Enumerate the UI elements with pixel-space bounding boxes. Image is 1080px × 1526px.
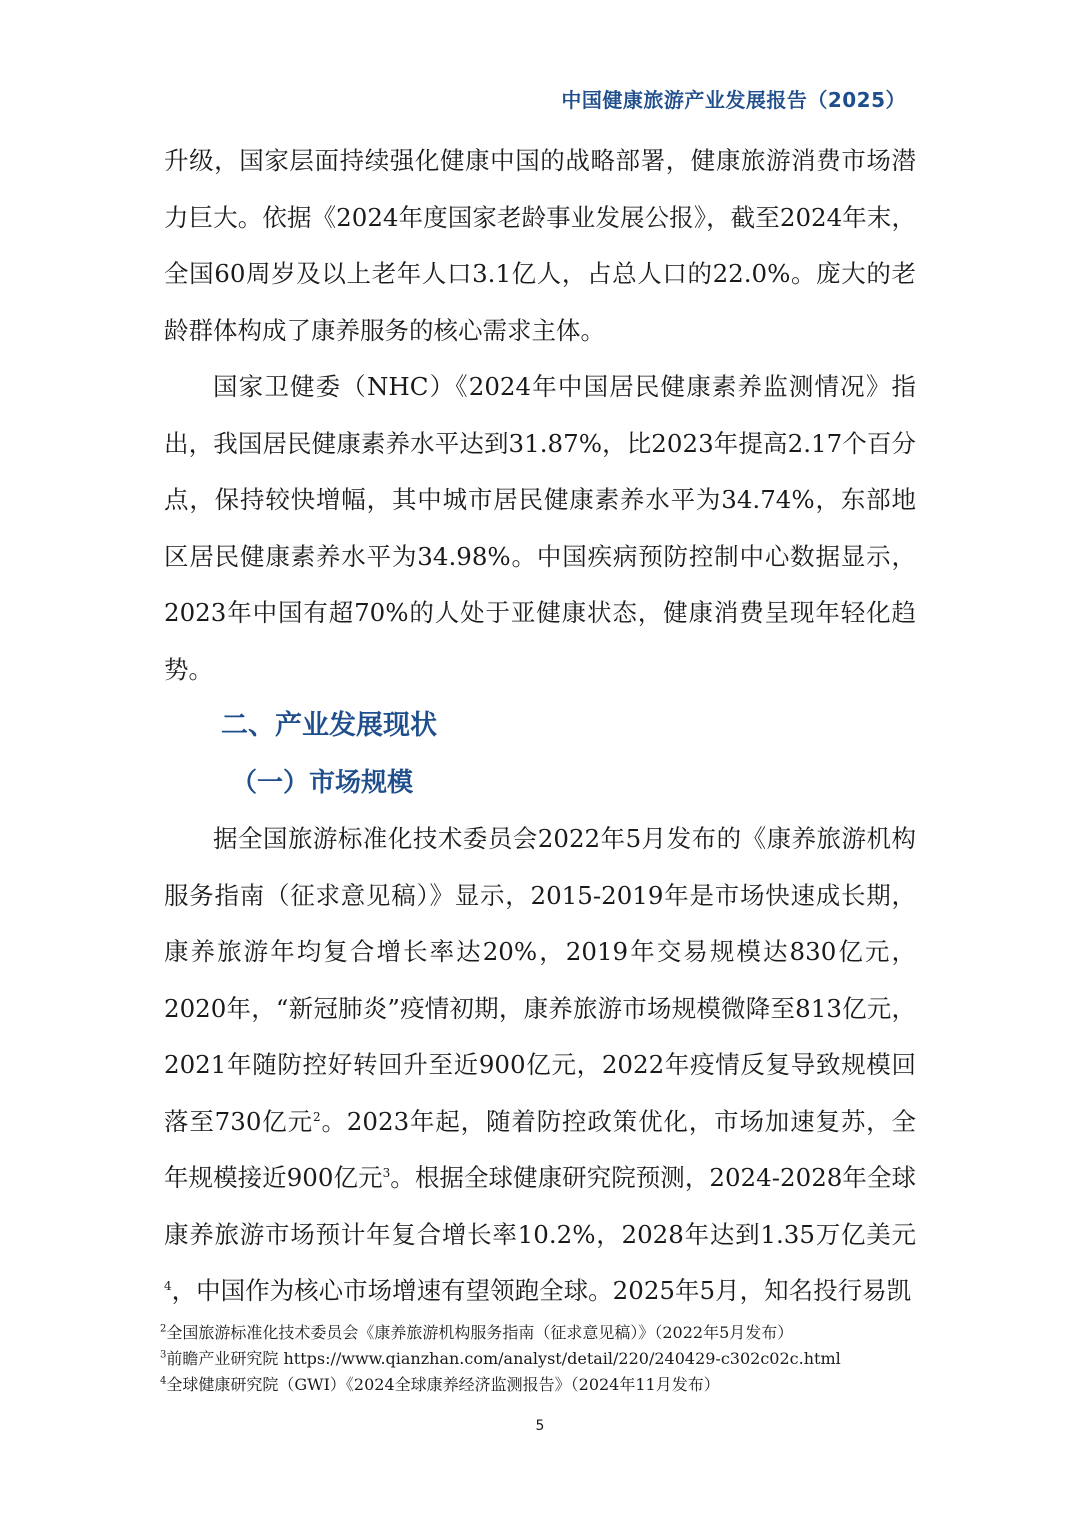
market-size-text-1: 据全国旅游标准化技术委员会2022年5月发布的《康养旅游机构服务指南（征求意见稿）》显示，2015-2019年是市场快速成长期，康养旅游年均复合增长率达20%，2019年交易规模达830亿元，2020年，“新冠肺炎”疫情初期，康养旅游市场规模微降至813亿元，2021年随防控好转回升至近900亿元，2022年疫情反复导致规模回落至730亿元: [164, 824, 916, 1136]
footnote-ref-4[interactable]: 4: [164, 1278, 172, 1293]
footnote-number: 2: [160, 1323, 167, 1335]
footnote-ref-2[interactable]: 2: [312, 1109, 321, 1124]
footnote-text[interactable]: 前瞻产业研究院 https://www.qianzhan.com/analyst/detail/220/240429-c302c02c.html: [166, 1349, 841, 1368]
market-size-text-4: ，中国作为核心市场增速有望领跑全球。2025年5月，知名投行易凯: [171, 1276, 912, 1305]
footnote-text: 全国旅游标准化技术委员会《康养旅游机构服务指南（征求意见稿）》（2022年5月发布）: [166, 1323, 794, 1342]
section-heading: 二、产业发展现状: [221, 710, 437, 741]
footnote-text: 全球健康研究院（GWI）《2024全球康养经济监测报告》（2024年11月发布）: [166, 1375, 720, 1394]
market-size-text-3: 。根据全球健康研究院预测，2024-2028年全球康养旅游市场预计年复合增长率10.2%，2028年达到1.35万亿美元: [164, 1163, 916, 1249]
footnote-3: [160, 1346, 940, 1372]
footnote-2: [160, 1320, 940, 1346]
footnote-number: 3: [160, 1349, 167, 1361]
main-text: [164, 133, 916, 1320]
market-size-text-2: 。2023年起，随着防控政策优化，市场加速复苏，全年规模接近900亿元: [164, 1106, 916, 1192]
footnote-4: [160, 1372, 940, 1398]
paragraph-aging-population: 升级，国家层面持续强化健康中国的战略部署，健康旅游消费市场潜力巨大。依据《2024年度国家老龄事业发展公报》，截至2024年末，全国60周岁及以上老年人口3.1亿人，占总人口的22.0%。庞大的老龄群体构成了康养服务的核心需求主体。: [164, 146, 916, 345]
footnote-ref-3[interactable]: 3: [382, 1165, 391, 1180]
footnote-number: 4: [160, 1375, 167, 1387]
paragraph-market-size: [164, 811, 916, 1320]
subsection-heading: （一）市场规模: [231, 767, 414, 798]
paragraph-health-literacy: 国家卫健委（NHC）《2024年中国居民健康素养监测情况》指出，我国居民健康素养水平达到31.87%，比2023年提高2.17个百分点，保持较快增幅，其中城市居民健康素养水平为34.74%，东部地区居民健康素养水平为34.98%。中国疾病预防控制中心数据显示，2023年中国有超70%的人处于亚健康状态，健康消费呈现年轻化趋势。: [164, 372, 916, 684]
page-number: 5: [535, 1418, 545, 1434]
footnotes: [160, 1320, 940, 1398]
running-header: 中国健康旅游产业发展报告（2025）: [561, 88, 906, 112]
